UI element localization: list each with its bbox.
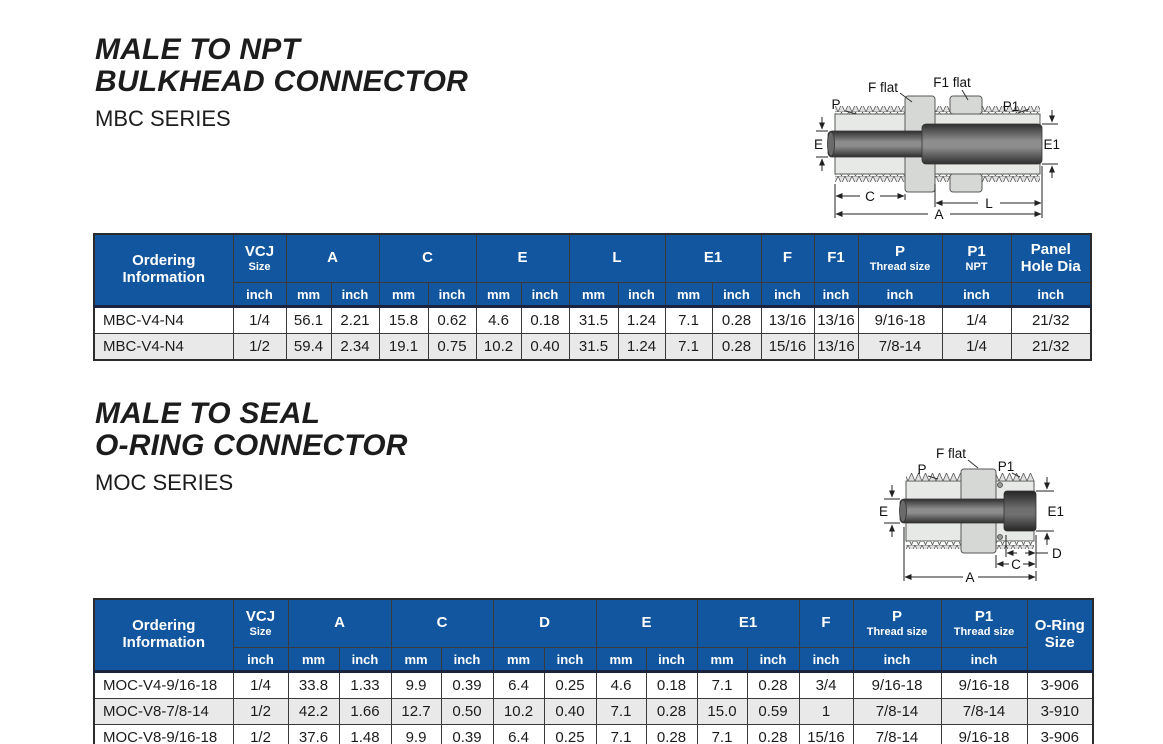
column-header-label: P: [891, 607, 902, 625]
value-cell: 31.5: [569, 334, 618, 361]
mbc-label-a: A: [934, 207, 944, 222]
mbc-label-e: E: [814, 137, 824, 152]
unit-header: inch: [544, 648, 596, 672]
value-cell: 13/16: [761, 307, 814, 334]
unit-header: inch: [428, 283, 476, 307]
mbc-connector-diagram: [810, 72, 1160, 224]
unit-header: inch: [233, 283, 286, 307]
unit-header: inch: [712, 283, 761, 307]
mbc-tube-large: [922, 124, 1042, 164]
value-cell: 15/16: [761, 334, 814, 361]
column-header-label: E: [641, 614, 652, 632]
unit-header: inch: [646, 648, 697, 672]
value-cell: 21/32: [1011, 307, 1091, 334]
value-cell: 0.39: [441, 725, 493, 744]
unit-header: mm: [596, 648, 646, 672]
moc-oring-dot-bottom: [998, 535, 1003, 540]
value-cell: 7.1: [697, 672, 747, 699]
moc-table: [93, 598, 1094, 744]
column-header-sublabel: Thread size: [869, 260, 931, 273]
moc-title: [95, 398, 408, 463]
moc-label-a: A: [965, 570, 975, 585]
value-cell: 0.28: [646, 699, 697, 725]
unit-header: mm: [665, 283, 712, 307]
column-header-label: F: [782, 249, 793, 267]
moc-series-label: MOC SERIES: [95, 469, 234, 495]
header-row-main: [94, 234, 1091, 283]
moc-title-line1: MALE TO SEAL: [95, 397, 321, 430]
column-header: [286, 234, 379, 283]
value-cell: 1/2: [233, 334, 286, 361]
mbc-label-f1-flat: F1 flat: [933, 75, 971, 90]
value-cell: 1/4: [942, 334, 1011, 361]
value-cell: 9.9: [391, 725, 441, 744]
mbc-label-f-flat: F flat: [867, 80, 898, 95]
mbc-hex-f1-top: [950, 96, 982, 114]
column-header: [379, 234, 476, 283]
moc-tube-small: [900, 499, 1010, 523]
value-cell: 0.25: [544, 725, 596, 744]
column-header-sublabel: Size: [249, 625, 272, 638]
column-header-label: D: [539, 614, 550, 632]
unit-header: mm: [379, 283, 428, 307]
mbc-table: [93, 233, 1092, 361]
header-row-units: [94, 283, 1091, 307]
column-header-label: A: [334, 614, 345, 632]
unit-header: inch: [233, 648, 288, 672]
value-cell: 7.1: [665, 307, 712, 334]
value-cell: 7/8-14: [858, 334, 942, 361]
value-cell: 7/8-14: [853, 725, 941, 744]
table-row: [94, 307, 1091, 334]
ordering-info-cell: MOC-V4-9/16-18: [94, 672, 233, 699]
value-cell: 9/16-18: [941, 672, 1027, 699]
value-cell: 15/16: [799, 725, 853, 744]
column-header: [233, 234, 286, 283]
value-cell: 3-910: [1027, 699, 1093, 725]
unit-header: inch: [1011, 283, 1091, 307]
value-cell: 7.1: [596, 725, 646, 744]
unit-header: mm: [569, 283, 618, 307]
unit-header: inch: [814, 283, 858, 307]
column-header-label: VCJ: [245, 607, 276, 625]
unit-header: inch: [441, 648, 493, 672]
value-cell: 0.25: [544, 672, 596, 699]
value-cell: 3-906: [1027, 725, 1093, 744]
value-cell: 1: [799, 699, 853, 725]
value-cell: 31.5: [569, 307, 618, 334]
header-row-units: [94, 648, 1093, 672]
value-cell: 1.24: [618, 307, 665, 334]
column-header-label: VCJ: [244, 242, 275, 260]
unit-header: mm: [391, 648, 441, 672]
column-header-label: C: [422, 249, 433, 267]
value-cell: 1/4: [233, 307, 286, 334]
column-header: [1011, 234, 1091, 283]
value-cell: 33.8: [288, 672, 339, 699]
moc-label-p1: P1: [997, 459, 1015, 474]
mbc-series-label: MBC SERIES: [95, 105, 231, 131]
value-cell: 0.28: [646, 725, 697, 744]
unit-header: inch: [618, 283, 665, 307]
column-header-label: L: [612, 249, 622, 267]
value-cell: 1.33: [339, 672, 391, 699]
unit-header: inch: [339, 648, 391, 672]
unit-header: mm: [476, 283, 521, 307]
moc-label-c: C: [1011, 557, 1021, 572]
value-cell: 0.28: [747, 672, 799, 699]
value-cell: 37.6: [288, 725, 339, 744]
mbc-label-p1: P1: [1002, 99, 1020, 114]
column-header: [942, 234, 1011, 283]
column-header-sublabel: Size: [248, 260, 271, 273]
value-cell: 3/4: [799, 672, 853, 699]
column-header: [853, 599, 941, 648]
column-header: [233, 599, 288, 648]
moc-label-e: E: [879, 504, 889, 519]
mbc-tube-small: [828, 131, 928, 157]
unit-header: inch: [761, 283, 814, 307]
column-header-label: P: [894, 242, 905, 260]
table-row: [94, 725, 1093, 744]
column-header: [761, 234, 814, 283]
column-header-sublabel: NPT: [965, 260, 988, 273]
unit-header: mm: [697, 648, 747, 672]
value-cell: 4.6: [476, 307, 521, 334]
column-header: [288, 599, 391, 648]
value-cell: 3-906: [1027, 672, 1093, 699]
mbc-label-e1: E1: [1043, 137, 1060, 152]
value-cell: 21/32: [1011, 334, 1091, 361]
column-header: [596, 599, 697, 648]
ordering-info-cell: MOC-V8-9/16-18: [94, 725, 233, 744]
value-cell: 9.9: [391, 672, 441, 699]
column-header-label: C: [436, 614, 448, 632]
unit-header: inch: [747, 648, 799, 672]
moc-title-block: [95, 398, 408, 496]
column-header: [391, 599, 493, 648]
column-header-sublabel: Thread size: [953, 625, 1015, 638]
column-header: [493, 599, 596, 648]
column-header-label: E1: [738, 614, 758, 632]
ordering-info-cell: MBC-V4-N4: [94, 334, 233, 361]
value-cell: 2.34: [331, 334, 379, 361]
table-row: [94, 334, 1091, 361]
value-cell: 1.24: [618, 334, 665, 361]
mbc-label-p: P: [831, 97, 841, 112]
column-header-label: Panel Hole Dia: [1020, 240, 1081, 275]
value-cell: 9/16-18: [941, 725, 1027, 744]
value-cell: 1/4: [942, 307, 1011, 334]
unit-header: inch: [853, 648, 941, 672]
value-cell: 0.75: [428, 334, 476, 361]
moc-label-p: P: [917, 462, 927, 477]
column-header-label: E: [517, 249, 528, 267]
value-cell: 0.18: [646, 672, 697, 699]
column-header: [697, 599, 799, 648]
unit-header: inch: [331, 283, 379, 307]
moc-thread-texture: [996, 541, 1034, 549]
ordering-info-cell: MBC-V4-N4: [94, 307, 233, 334]
column-header: [858, 234, 942, 283]
moc-label-d: D: [1052, 546, 1062, 561]
column-header-label: F1: [827, 249, 845, 267]
value-cell: 19.1: [379, 334, 428, 361]
mbc-title: [95, 34, 468, 99]
value-cell: 4.6: [596, 672, 646, 699]
value-cell: 0.62: [428, 307, 476, 334]
mbc-hex-f1-bottom: [950, 174, 982, 192]
column-header-label: Ordering Information: [122, 252, 205, 286]
mbc-title-line1: MALE TO NPT: [95, 33, 300, 66]
value-cell: 0.28: [712, 307, 761, 334]
value-cell: 9/16-18: [858, 307, 942, 334]
unit-header: inch: [942, 283, 1011, 307]
moc-tube-end-cap: [900, 500, 907, 522]
mbc-thread-texture: [835, 106, 905, 114]
column-header-label: P1: [967, 242, 986, 260]
moc-thread-texture: [906, 541, 961, 549]
value-cell: 10.2: [476, 334, 521, 361]
mbc-thread-texture: [835, 174, 905, 182]
column-header: [799, 599, 853, 648]
value-cell: 59.4: [286, 334, 331, 361]
value-cell: 1/4: [233, 672, 288, 699]
unit-header: mm: [286, 283, 331, 307]
column-header: [94, 599, 233, 672]
mbc-label-c: C: [865, 189, 875, 204]
value-cell: 7/8-14: [853, 699, 941, 725]
value-cell: 7/8-14: [941, 699, 1027, 725]
column-header: [476, 234, 569, 283]
column-header-label: E1: [703, 249, 723, 267]
value-cell: 9/16-18: [853, 672, 941, 699]
value-cell: 0.40: [544, 699, 596, 725]
header-row-main: [94, 599, 1093, 648]
value-cell: 15.8: [379, 307, 428, 334]
value-cell: 7.1: [596, 699, 646, 725]
value-cell: 1.48: [339, 725, 391, 744]
unit-header: inch: [799, 648, 853, 672]
moc-thread-texture: [906, 473, 961, 481]
value-cell: 0.40: [521, 334, 569, 361]
mbc-tube-end-cap: [828, 132, 835, 156]
moc-connector-diagram: [866, 441, 1156, 589]
value-cell: 7.1: [665, 334, 712, 361]
column-header: [569, 234, 665, 283]
moc-label-f-flat: F flat: [935, 446, 966, 461]
value-cell: 0.50: [441, 699, 493, 725]
moc-seal-sleeve: [1004, 491, 1036, 531]
column-header: [814, 234, 858, 283]
value-cell: 13/16: [814, 334, 858, 361]
column-header-label: A: [327, 249, 338, 267]
value-cell: 12.7: [391, 699, 441, 725]
value-cell: 7.1: [697, 725, 747, 744]
value-cell: 0.28: [747, 725, 799, 744]
unit-header: inch: [521, 283, 569, 307]
mbc-title-line2: BULKHEAD CONNECTOR: [95, 65, 469, 99]
unit-header: inch: [858, 283, 942, 307]
column-header: [1027, 599, 1093, 672]
unit-header: mm: [288, 648, 339, 672]
moc-label-e1: E1: [1047, 504, 1064, 519]
column-header-label: F: [821, 614, 831, 632]
value-cell: 0.18: [521, 307, 569, 334]
value-cell: 1/2: [233, 699, 288, 725]
column-header: [94, 234, 233, 307]
moc-oring-dot-top: [998, 483, 1003, 488]
value-cell: 6.4: [493, 672, 544, 699]
value-cell: 42.2: [288, 699, 339, 725]
value-cell: 2.21: [331, 307, 379, 334]
column-header-label: P1: [974, 607, 994, 625]
value-cell: 0.59: [747, 699, 799, 725]
unit-header: mm: [493, 648, 544, 672]
value-cell: 6.4: [493, 725, 544, 744]
moc-title-line2: O-RING CONNECTOR: [95, 429, 408, 463]
value-cell: 10.2: [493, 699, 544, 725]
value-cell: 1/2: [233, 725, 288, 744]
value-cell: 13/16: [814, 307, 858, 334]
mbc-title-block: [95, 34, 468, 132]
value-cell: 15.0: [697, 699, 747, 725]
value-cell: 1.66: [339, 699, 391, 725]
value-cell: 56.1: [286, 307, 331, 334]
ordering-info-cell: MOC-V8-7/8-14: [94, 699, 233, 725]
column-header-label: O-Ring Size: [1034, 617, 1085, 651]
table-row: [94, 672, 1093, 699]
column-header-sublabel: Thread size: [866, 625, 928, 638]
mbc-label-l: L: [985, 196, 993, 211]
value-cell: 0.39: [441, 672, 493, 699]
unit-header: inch: [941, 648, 1027, 672]
table-row: [94, 699, 1093, 725]
value-cell: 0.28: [712, 334, 761, 361]
column-header-label: Ordering Information: [122, 617, 205, 651]
column-header: [665, 234, 761, 283]
column-header: [941, 599, 1027, 648]
